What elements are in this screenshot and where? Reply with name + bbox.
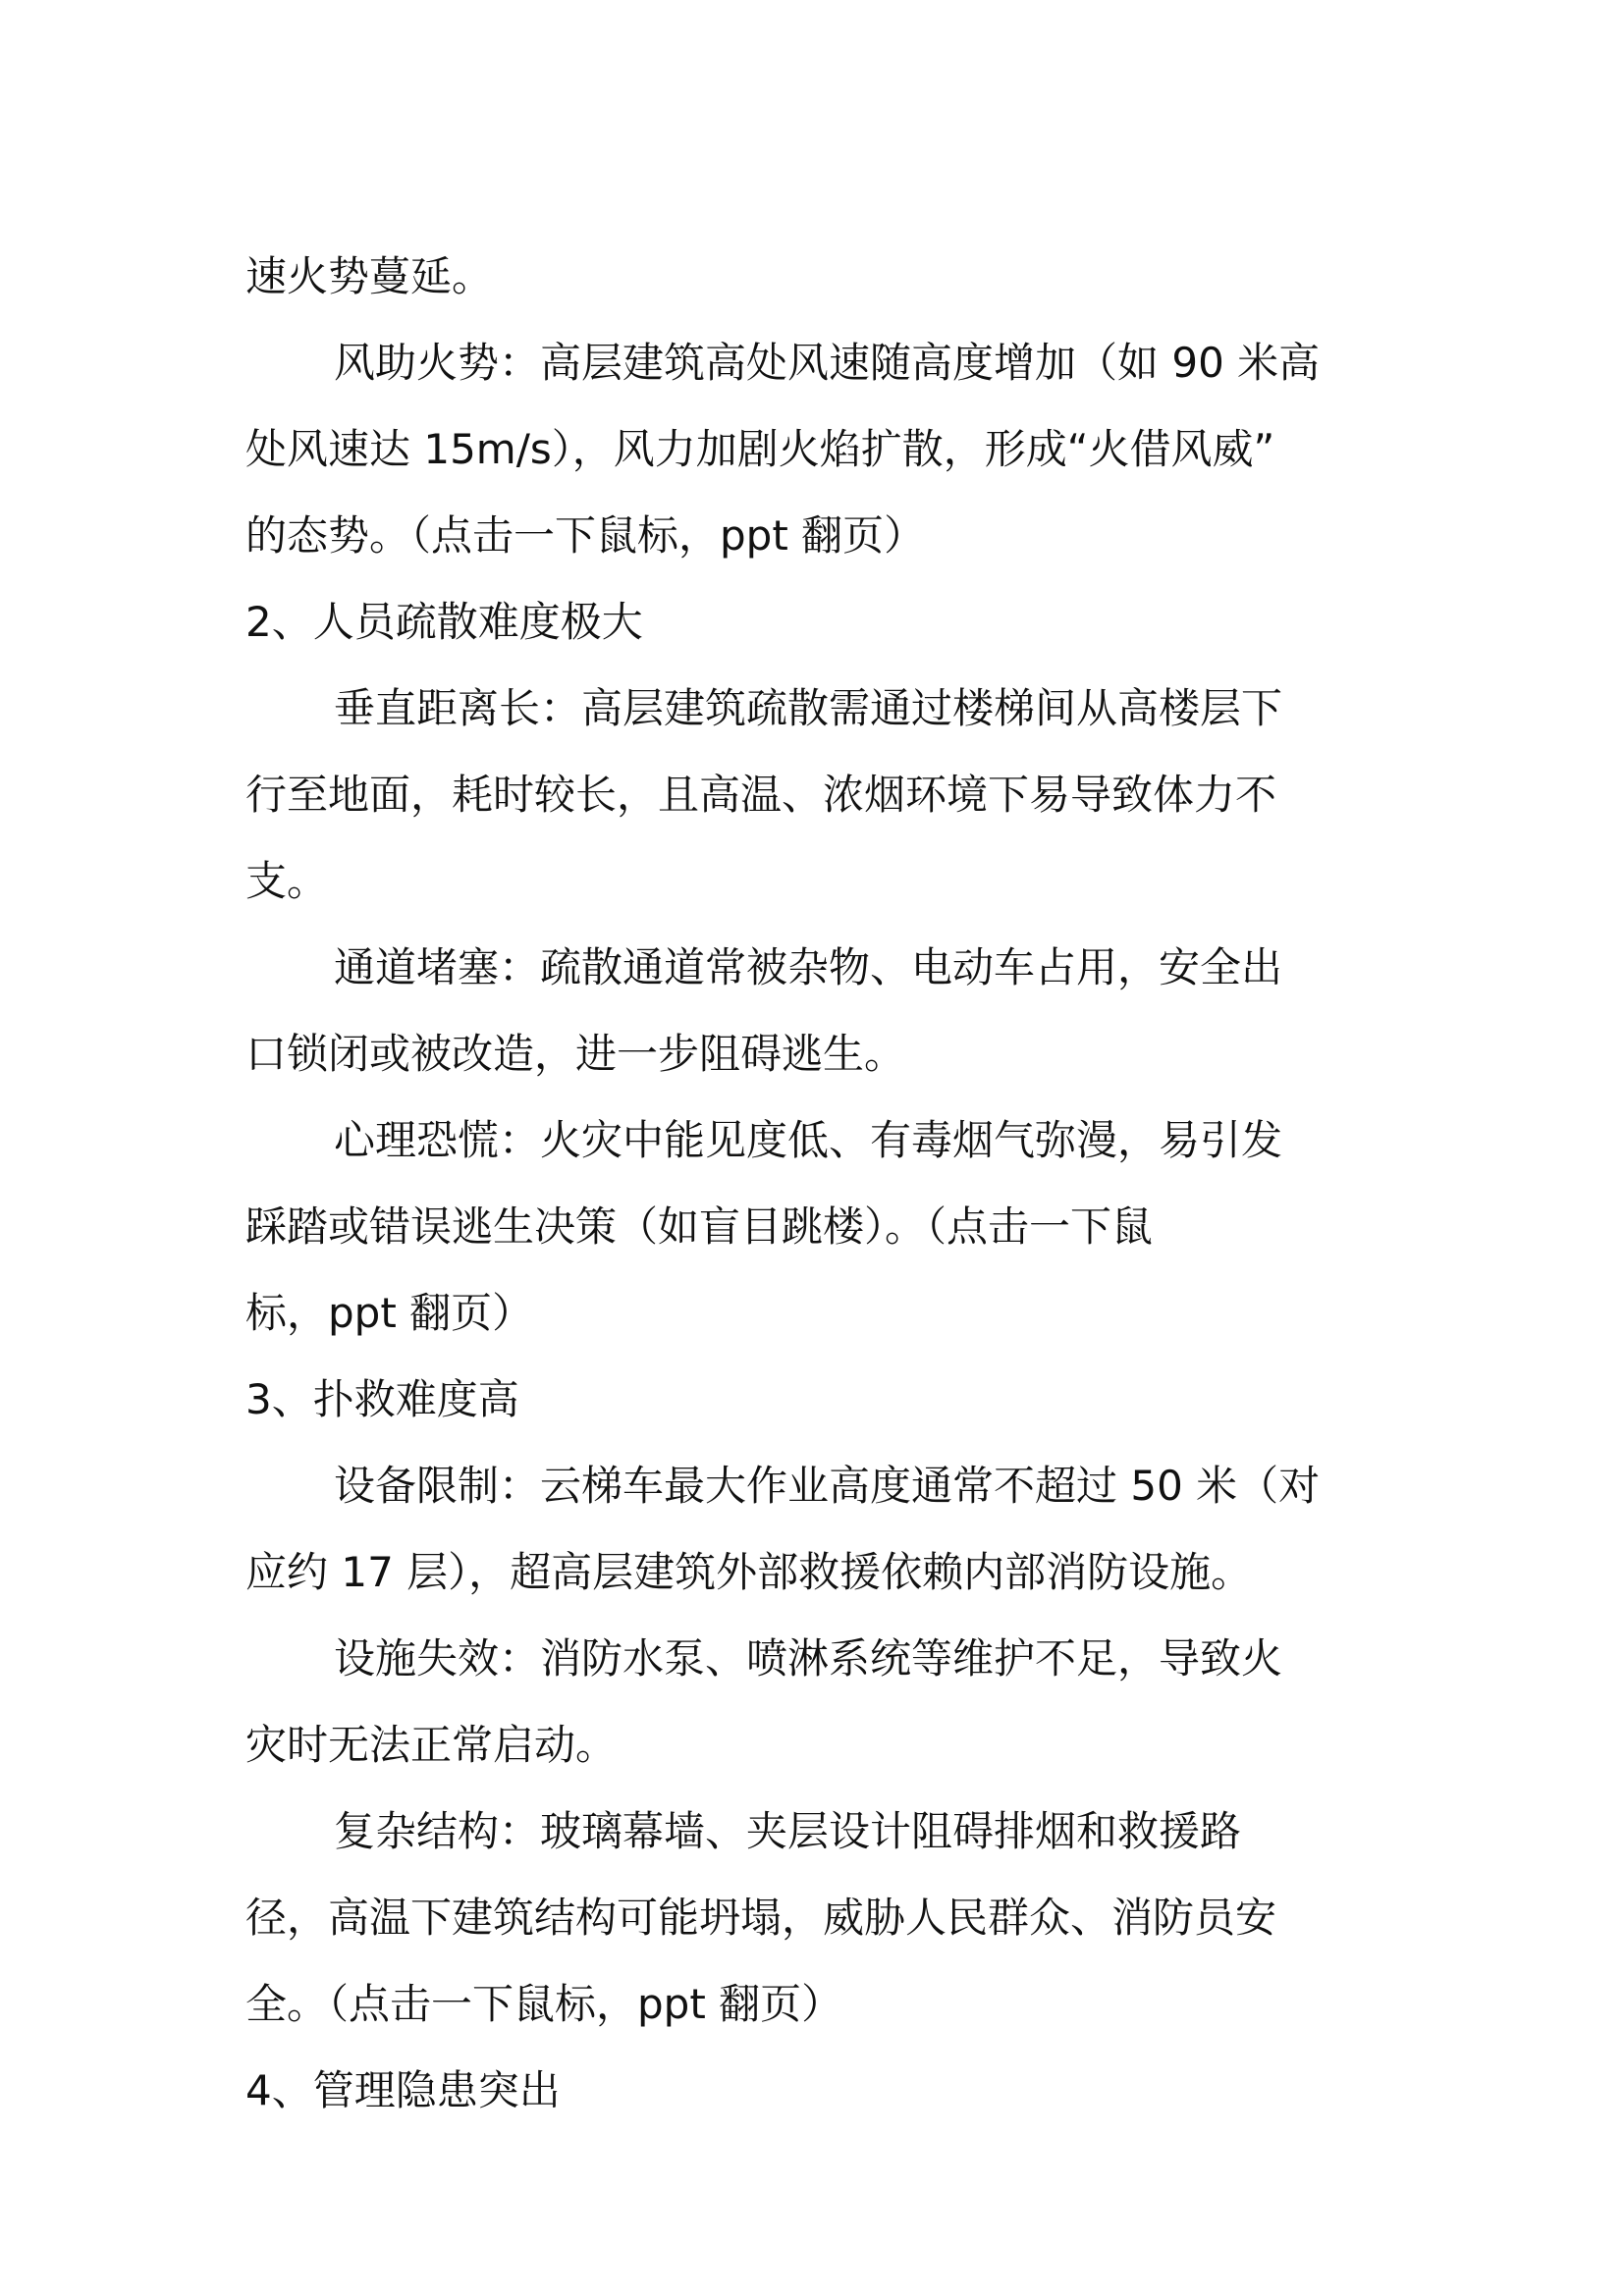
paragraph-first-line: 设备限制：云梯车最大作业高度通常不超过 50 米（对 [334,1462,1321,1510]
text-line: 标，ppt 翻页） [245,1289,534,1337]
text-line: 的态势。（点击一下鼠标，ppt 翻页） [245,511,926,560]
text-line: 口锁闭或被改造，进一步阻碍逃生。 [245,1030,906,1078]
text-line: 应约 17 层），超高层建筑外部救援依赖内部消防设施。 [245,1548,1253,1596]
paragraph-first-line: 心理恐慌：火灾中能见度低、有毒烟气弥漫，易引发 [334,1116,1283,1164]
paragraph-first-line: 风助火势：高层建筑高处风速随高度增加（如 90 米高 [334,339,1321,387]
text-line: 径，高温下建筑结构可能坍塌，威胁人民群众、消防员安 [245,1894,1277,1942]
paragraph-first-line: 垂直距离长：高层建筑疏散需通过楼梯间从高楼层下 [334,684,1283,732]
text-line: 行至地面，耗时较长，且高温、浓烟环境下易导致体力不 [245,771,1277,819]
section-heading: 2、人员疏散难度极大 [245,598,643,646]
document-page [245,234,1370,2134]
paragraph-first-line: 复杂结构：玻璃幕墙、夹层设计阻碍排烟和救援路 [334,1807,1242,1855]
paragraph-first-line: 通道堵塞：疏散通道常被杂物、电动车占用，安全出 [334,943,1283,991]
section-heading: 3、扑救难度高 [245,1375,519,1423]
text-line: 全。（点击一下鼠标，ppt 翻页） [245,1980,843,2028]
text-line: 灾时无法正常启动。 [245,1721,618,1769]
text-line: 速火势蔓延。 [245,252,494,300]
section-heading: 4、管理隐患突出 [245,2066,561,2114]
text-line: 处风速达 15m/s），风力加剧火焰扩散，形成“火借风威” [245,425,1275,473]
text-line: 踩踏或错误逃生决策（如盲目跳楼）。（点击一下鼠 [245,1202,1154,1251]
paragraph-first-line: 设施失效：消防水泵、喷淋系统等维护不足，导致火 [334,1634,1283,1682]
text-line: 支。 [245,857,329,905]
